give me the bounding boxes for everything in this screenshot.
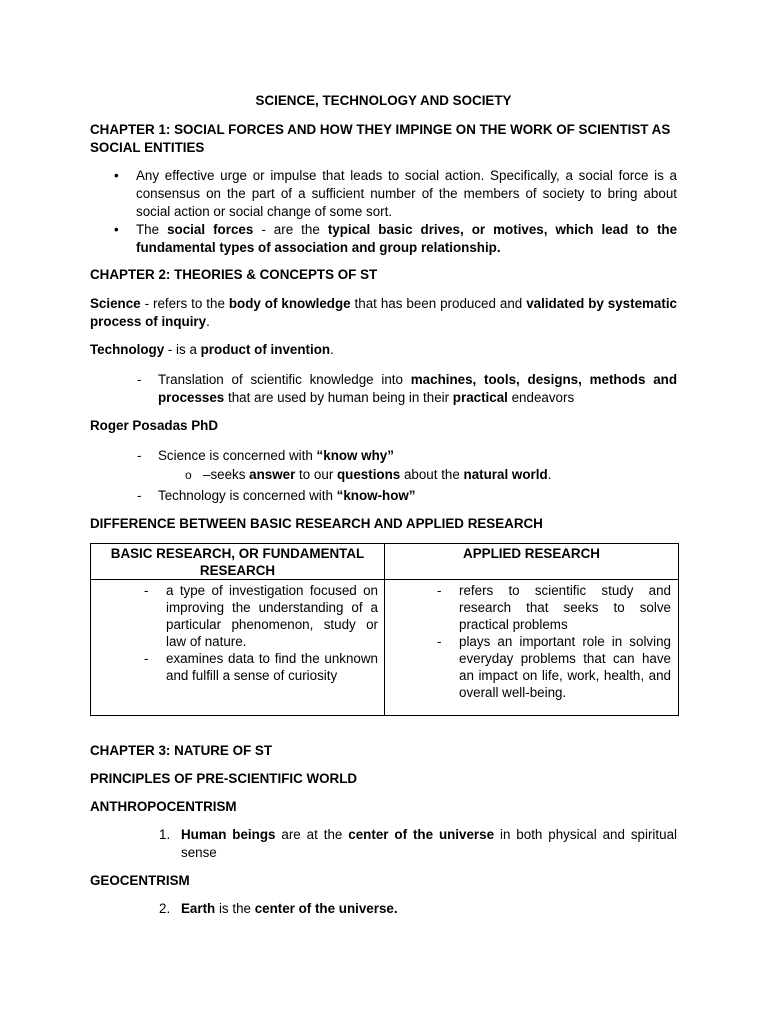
chapter2-heading: CHAPTER 2: THEORIES & CONCEPTS OF ST: [90, 267, 378, 282]
know-how-item: Technology is concerned with “know-how”: [158, 488, 416, 503]
geocentrism-item: Earth is the center of the universe.: [181, 901, 398, 916]
chapter1-heading: CHAPTER 1: SOCIAL FORCES AND HOW THEY IMPINGE ON THE WORK OF SCIENTIST AS SOCIAL ENTITIES: [90, 122, 671, 155]
list-number: 2.: [159, 901, 171, 916]
chapter3-heading: CHAPTER 3: NATURE OF ST: [90, 743, 273, 758]
table-header-applied: APPLIED RESEARCH: [385, 544, 679, 580]
circle-marker: o: [185, 468, 192, 482]
table-header-basic: BASIC RESEARCH, OR FUNDAMENTAL RESEARCH: [91, 544, 385, 580]
science-definition: Science - refers to the body of knowledge that has been produced and validated by systematic process of inquiry.: [90, 296, 678, 329]
technology-definition: Technology - is a product of invention.: [90, 342, 334, 357]
dash-marker: -: [137, 448, 142, 463]
chapter1-bullet-2: The social forces - are the typical basic drives, or motives, which lead to the fundamental types of association and group relationship.: [136, 222, 678, 255]
applied-item-2: plays an important role in solving everyday problems that can have an impact on life, work, health, and overall well-being.: [459, 634, 671, 700]
difference-heading: DIFFERENCE BETWEEN BASIC RESEARCH AND APPLIED RESEARCH: [90, 516, 543, 531]
table-cell-applied: [385, 580, 679, 716]
dash-marker: -: [144, 651, 149, 666]
principles-heading: PRINCIPLES OF PRE-SCIENTIFIC WORLD: [90, 771, 358, 786]
list-number: 1.: [159, 827, 171, 842]
bullet-marker: •: [114, 222, 119, 237]
chapter1-bullet-1: Any effective urge or impulse that leads to social action. Specifically, a social force is a consensus on the part of a sufficient number of the members of society to bring about social action or social change of some sort.: [136, 168, 677, 219]
bullet-marker: •: [114, 168, 119, 183]
basic-item-1: a type of investigation focused on improving the understanding of a particular phenomenon, study or law of nature.: [166, 583, 378, 649]
translation-item: Translation of scientific knowledge into machines, tools, designs, methods and processes that are used by human being in their practical endeavors: [158, 372, 677, 405]
anthropocentrism-heading: ANTHROPOCENTRISM: [90, 799, 237, 814]
dash-marker: -: [144, 583, 149, 598]
dash-marker: -: [437, 583, 442, 598]
basic-item-2: examines data to find the unknown and fulfill a sense of curiosity: [166, 651, 378, 683]
know-why-item: Science is concerned with “know why”: [158, 448, 394, 463]
document-title: SCIENCE, TECHNOLOGY AND SOCIETY: [255, 93, 512, 108]
table-cell-basic: [91, 580, 385, 716]
dash-marker: -: [137, 488, 142, 503]
anthropocentrism-item: Human beings are at the center of the universe in both physical and spiritual sense: [181, 827, 677, 860]
research-comparison-table: [90, 543, 679, 716]
dash-marker: -: [137, 372, 142, 387]
know-why-subitem: –seeks answer to our questions about the natural world.: [203, 467, 552, 482]
geocentrism-heading: GEOCENTRISM: [90, 873, 190, 888]
posadas-heading: Roger Posadas PhD: [90, 418, 218, 433]
applied-item-1: refers to scientific study and research that seeks to solve practical problems: [459, 583, 671, 632]
dash-marker: -: [437, 634, 442, 649]
